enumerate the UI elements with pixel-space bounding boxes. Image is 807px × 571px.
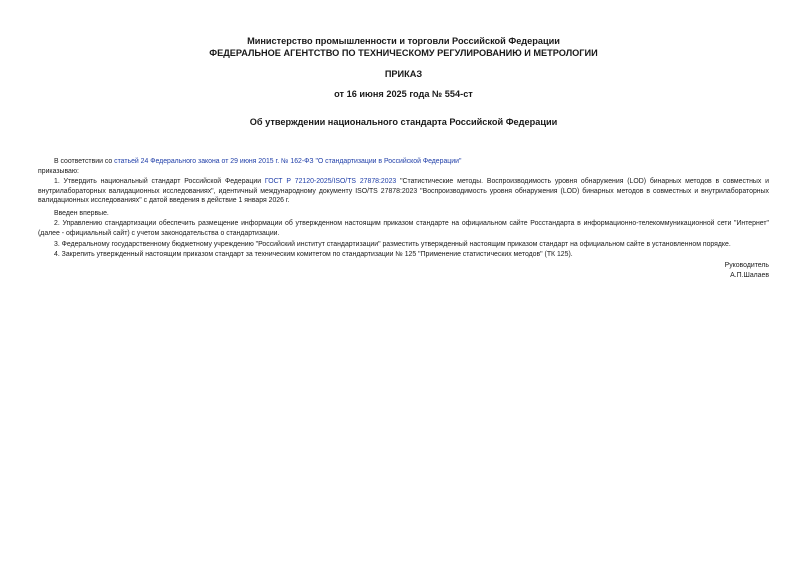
item-2-paragraph: 2. Управлению стандартизации обеспечить размещение информации об утвержденном настоящим приказом стандарте на официальном сайте Росстандарта в информационно-телекоммуникационной сети "Интернет" (далее - официальный сайт) с учетом законодательства о стандартизации.: [38, 220, 769, 237]
item-1-paragraph: [38, 177, 769, 206]
item-1-prefix: 1. Утвердить национальный стандарт Российской Федерации: [54, 178, 265, 185]
order-subject: Об утверждении национального стандарта Российской Федерации: [249, 117, 558, 127]
item-4-paragraph: 4. Закрепить утвержденный настоящим приказом стандарт за техническим комитетом по стандартизации № 125 "Применение статистических методов" (ТК 125).: [54, 251, 573, 258]
signatory-position: Руководитель: [724, 262, 769, 269]
signatory-name: А.П.Шалаев: [730, 272, 769, 279]
orders-line: приказываю:: [38, 168, 79, 175]
item-3-paragraph: 3. Федеральному государственному бюджетному учреждению "Российский институт стандартизации" разместить утвержденный настоящим приказом стандарт на официальном сайте в установленном порядке.: [54, 241, 731, 248]
order-title: ПРИКАЗ: [384, 69, 423, 79]
gost-standard-link[interactable]: ГОСТ Р 72120-2025/ISO/TS 27878:2023: [264, 178, 397, 185]
law-article-link[interactable]: статьей 24 Федерального закона от 29 июня 2015 г. № 162-ФЗ "О стандартизации в Российской Федерации": [114, 158, 462, 165]
introduced-first-note: Введен впервые.: [54, 210, 109, 217]
intro-paragraph: [38, 157, 769, 167]
ministry-name: Министерство промышленности и торговли Российской Федерации: [247, 36, 560, 46]
agency-name: ФЕДЕРАЛЬНОЕ АГЕНТСТВО ПО ТЕХНИЧЕСКОМУ РЕГУЛИРОВАНИЮ И МЕТРОЛОГИИ: [209, 48, 598, 58]
intro-prefix: В соответствии со: [54, 158, 115, 165]
order-date: от 16 июня 2025 года № 554-ст: [334, 89, 473, 99]
item-1-text: "Статистические методы. Воспроизводимость уровня обнаружения (LOD) бинарных методов в совместных и внутрилабораторных валидационных исследованиях", идентичный международному документу ISO/TS 27878:2023 "Воспроизводимость уровня обнаружения (LOD) бинарных методов в совместных и внутрилабораторных валидационных исследованиях" с датой введения в действие 1 января 2026 г.: [38, 178, 769, 205]
